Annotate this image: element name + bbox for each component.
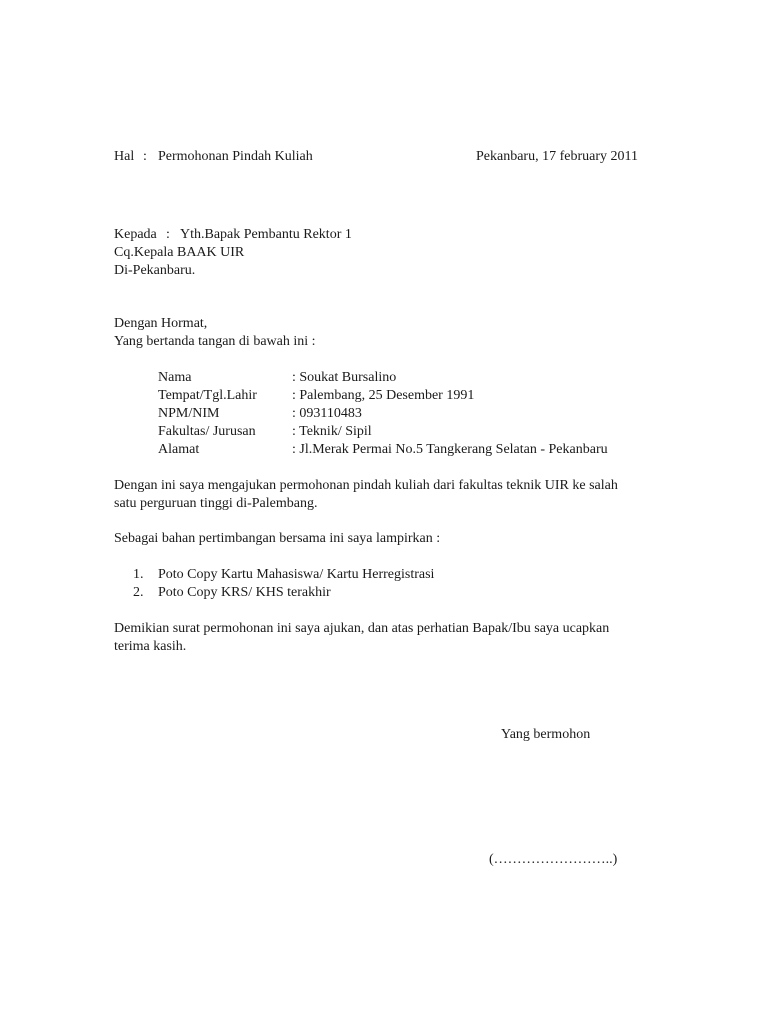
recipient-label: Kepada: [114, 227, 157, 242]
identity-value-npm: : 093110483: [292, 406, 362, 421]
closing-line-2: terima kasih.: [114, 639, 187, 654]
attachment-number-2: 2.: [133, 585, 144, 600]
signature-label: Yang bermohon: [501, 727, 591, 742]
attachment-number-1: 1.: [133, 567, 144, 582]
identity-label-name: Nama: [158, 370, 192, 385]
intro-line: Yang bertanda tangan di bawah ini :: [114, 334, 316, 349]
subject-text: Permohonan Pindah Kuliah: [158, 149, 313, 164]
subject-colon: :: [143, 149, 147, 164]
identity-label-faculty: Fakultas/ Jurusan: [158, 424, 256, 439]
body-paragraph-2: Sebagai bahan pertimbangan bersama ini saya lampirkan :: [114, 531, 441, 546]
attachment-text-2: Poto Copy KRS/ KHS terakhir: [158, 585, 331, 600]
recipient-line2: Cq.Kepala BAAK UIR: [114, 245, 245, 260]
subject-label: Hal: [114, 149, 135, 164]
place-date: Pekanbaru, 17 february 2011: [476, 149, 638, 164]
body-paragraph-1-line-1: Dengan ini saya mengajukan permohonan pindah kuliah dari fakultas teknik UIR ke salah: [114, 478, 618, 493]
identity-label-npm: NPM/NIM: [158, 406, 220, 421]
recipient-line1: Yth.Bapak Pembantu Rektor 1: [180, 227, 352, 242]
attachment-text-1: Poto Copy Kartu Mahasiswa/ Kartu Herregistrasi: [158, 567, 435, 582]
identity-label-birth: Tempat/Tgl.Lahir: [158, 388, 257, 403]
closing-line-1: Demikian surat permohonan ini saya ajukan, dan atas perhatian Bapak/Ibu saya ucapkan: [114, 621, 610, 636]
recipient-colon: :: [166, 227, 170, 242]
body-paragraph-1-line-2: satu perguruan tinggi di-Palembang.: [114, 496, 318, 511]
greeting: Dengan Hormat,: [114, 316, 208, 331]
identity-value-name: : Soukat Bursalino: [292, 370, 397, 385]
identity-value-faculty: : Teknik/ Sipil: [292, 424, 372, 439]
identity-value-address: : Jl.Merak Permai No.5 Tangkerang Selatan - Pekanbaru: [292, 442, 608, 457]
signature-blank: (……………………..): [489, 852, 618, 867]
identity-label-address: Alamat: [158, 442, 200, 457]
identity-value-birth: : Palembang, 25 Desember 1991: [292, 388, 475, 403]
recipient-line3: Di-Pekanbaru.: [114, 263, 196, 278]
